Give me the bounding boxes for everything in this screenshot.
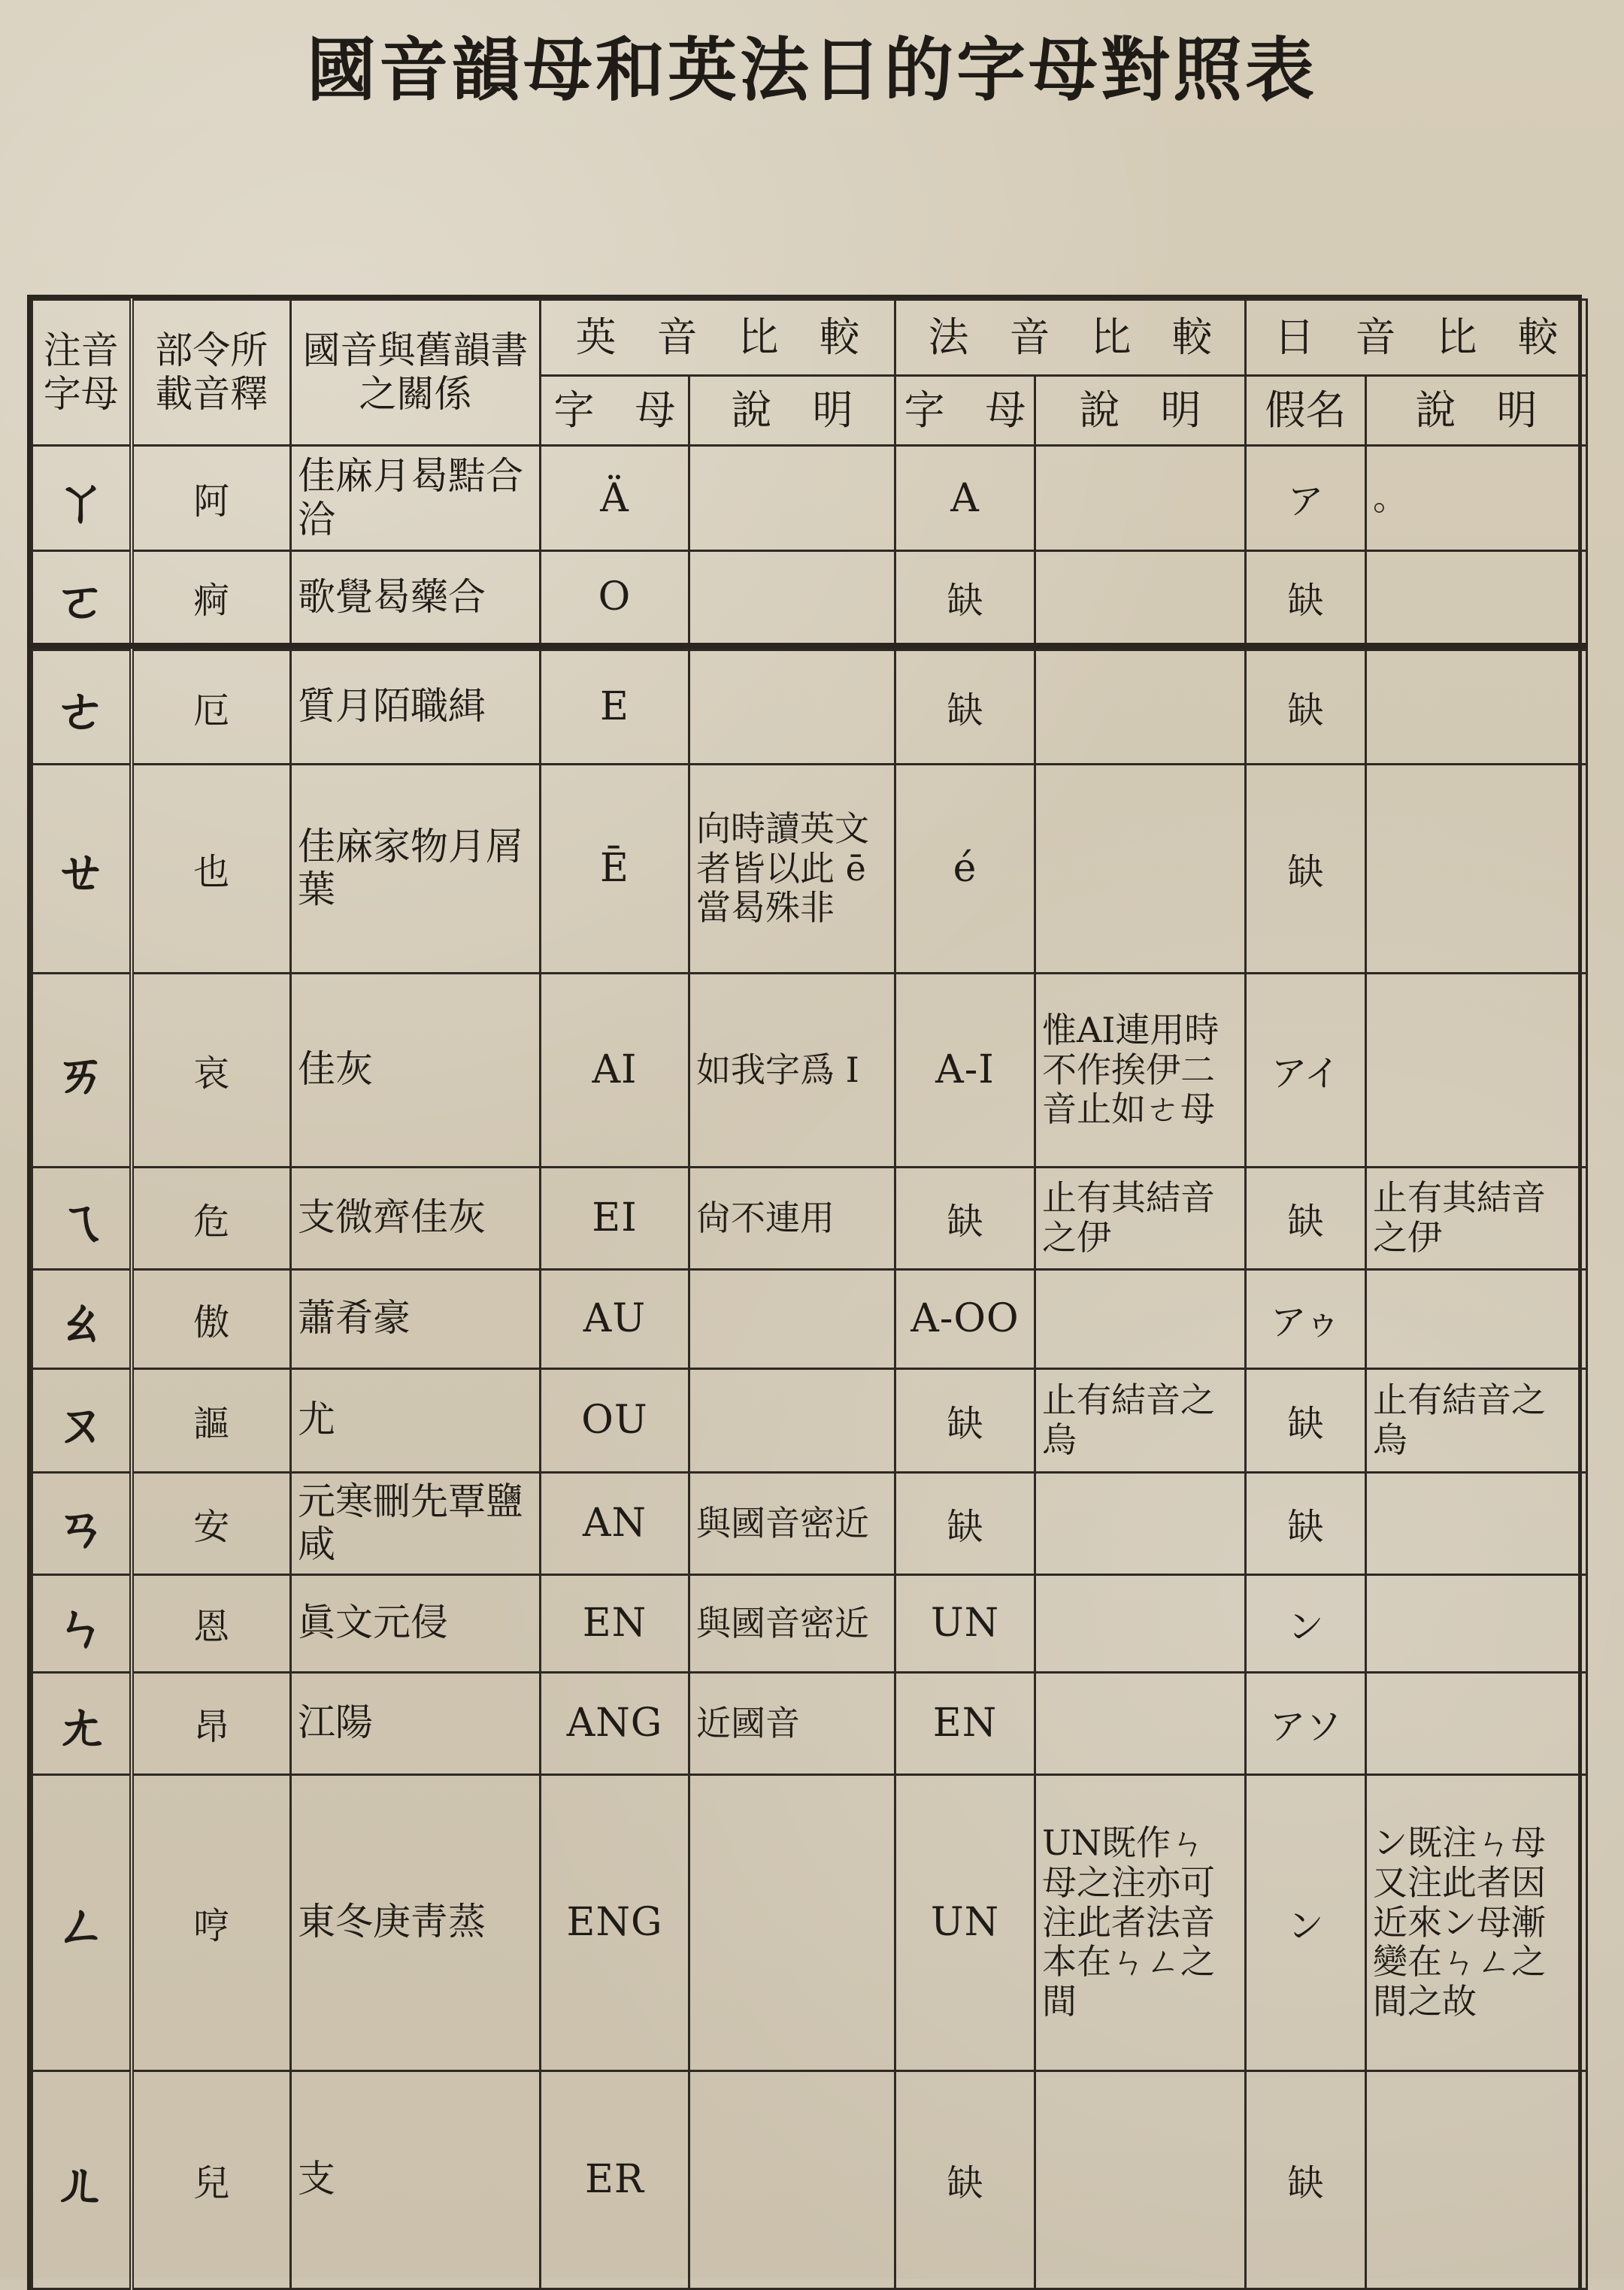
zhuyin-symbol: ㄟ: [32, 1167, 132, 1269]
table-row: [32, 1472, 1587, 1574]
japanese-note: [1366, 551, 1587, 646]
french-letter: A: [895, 446, 1035, 551]
japanese-note: [1366, 1472, 1587, 1574]
table-row: [32, 1368, 1587, 1472]
japanese-note: 止有結音之烏: [1366, 1368, 1587, 1472]
rhyme-relation: 質月陌職緝: [291, 650, 541, 764]
header-english: 英 音 比 較: [541, 300, 895, 376]
english-letter: AU: [541, 1269, 689, 1368]
table-row: [32, 650, 1587, 764]
zhuyin-symbol: ㄞ: [32, 973, 132, 1167]
comparison-table-wrap: [27, 295, 1582, 2290]
french-letter: A-OO: [895, 1269, 1035, 1368]
french-note: 止有其結音之伊: [1035, 1167, 1246, 1269]
table-row: [32, 1167, 1587, 1269]
french-note: [1035, 1472, 1246, 1574]
zhuyin-symbol: ㄦ: [32, 2070, 132, 2288]
japanese-note: 止有其結音之伊: [1366, 1167, 1587, 1269]
japanese-note: [1366, 1269, 1587, 1368]
french-letter: UN: [895, 1574, 1035, 1672]
table-row: [32, 973, 1587, 1167]
french-note: 惟AI連用時不作挨伊二音止如ㄜ母: [1035, 973, 1246, 1167]
phonetic-character: 哼: [132, 1774, 291, 2070]
table-row: [32, 764, 1587, 973]
french-note: [1035, 650, 1246, 764]
zhuyin-symbol: ㄢ: [32, 1472, 132, 1574]
table-row: [32, 1774, 1587, 2070]
french-letter: 缺: [895, 1472, 1035, 1574]
japanese-kana: ア: [1246, 446, 1366, 551]
rhyme-relation: 支: [291, 2070, 541, 2288]
french-letter: 缺: [895, 1167, 1035, 1269]
phonetic-character: 兒: [132, 2070, 291, 2288]
japanese-kana: 缺: [1246, 1167, 1366, 1269]
english-note: 尙不連用: [689, 1167, 895, 1269]
japanese-note: ン既注ㄣ母又注此者因近來ン母漸變在ㄣㄥ之間之故: [1366, 1774, 1587, 2070]
phonetic-character: 厄: [132, 650, 291, 764]
comparison-table: [31, 298, 1588, 2290]
english-letter: O: [541, 551, 689, 646]
english-letter: ER: [541, 2070, 689, 2288]
english-letter: OU: [541, 1368, 689, 1472]
phonetic-character: 痾: [132, 551, 291, 646]
header-zhuyin: 注音字母: [32, 300, 132, 446]
rhyme-relation: 眞文元侵: [291, 1574, 541, 1672]
header-buling: 部令所載音釋: [132, 300, 291, 446]
header-french-letter: 字 母: [895, 376, 1035, 446]
french-note: [1035, 1672, 1246, 1774]
header-english-letter: 字 母: [541, 376, 689, 446]
phonetic-character: 危: [132, 1167, 291, 1269]
header-row-top: [32, 300, 1587, 376]
rhyme-relation: 江陽: [291, 1672, 541, 1774]
header-english-explain: 說 明: [689, 376, 895, 446]
zhuyin-symbol: ㄛ: [32, 551, 132, 646]
table-row: [32, 446, 1587, 551]
french-note: [1035, 551, 1246, 646]
header-french-explain: 說 明: [1035, 376, 1246, 446]
zhuyin-symbol: ㄝ: [32, 764, 132, 973]
english-letter: E: [541, 650, 689, 764]
japanese-kana: アイ: [1246, 973, 1366, 1167]
header-japanese-explain: 說 明: [1366, 376, 1587, 446]
zhuyin-symbol: ㄤ: [32, 1672, 132, 1774]
english-letter: Ä: [541, 446, 689, 551]
zhuyin-symbol: ㄣ: [32, 1574, 132, 1672]
table-row: [32, 1269, 1587, 1368]
french-note: UN既作ㄣ母之注亦可注此者法音本在ㄣㄥ之間: [1035, 1774, 1246, 2070]
french-letter: 缺: [895, 2070, 1035, 2288]
japanese-kana: 缺: [1246, 1472, 1366, 1574]
japanese-kana: アゥ: [1246, 1269, 1366, 1368]
english-note: [689, 2070, 895, 2288]
english-letter: Ē: [541, 764, 689, 973]
french-note: 止有結音之烏: [1035, 1368, 1246, 1472]
japanese-kana: 缺: [1246, 764, 1366, 973]
header-french: 法 音 比 較: [895, 300, 1246, 376]
japanese-kana: 缺: [1246, 2070, 1366, 2288]
rhyme-relation: 元寒刪先覃鹽咸: [291, 1472, 541, 1574]
french-letter: 缺: [895, 650, 1035, 764]
phonetic-character: 也: [132, 764, 291, 973]
english-letter: AI: [541, 973, 689, 1167]
rhyme-relation: 尤: [291, 1368, 541, 1472]
rhyme-relation: 支微齊佳灰: [291, 1167, 541, 1269]
phonetic-character: 哀: [132, 973, 291, 1167]
french-note: [1035, 2070, 1246, 2288]
japanese-note: 。: [1366, 446, 1587, 551]
english-note: 近國音: [689, 1672, 895, 1774]
japanese-note: [1366, 764, 1587, 973]
english-note: [689, 650, 895, 764]
japanese-note: [1366, 973, 1587, 1167]
table-row: [32, 1574, 1587, 1672]
french-note: [1035, 764, 1246, 973]
french-note: [1035, 1574, 1246, 1672]
phonetic-character: 恩: [132, 1574, 291, 1672]
header-japanese: 日 音 比 較: [1246, 300, 1587, 376]
french-letter: UN: [895, 1774, 1035, 2070]
rhyme-relation: 蕭肴豪: [291, 1269, 541, 1368]
english-note: 與國音密近: [689, 1574, 895, 1672]
english-note: [689, 1774, 895, 2070]
english-note: 向時讀英文者皆以此 ē 當曷殊非: [689, 764, 895, 973]
zhuyin-symbol: ㄠ: [32, 1269, 132, 1368]
table-row: [32, 1672, 1587, 1774]
rhyme-relation: 佳麻家物月屑葉: [291, 764, 541, 973]
japanese-kana: 缺: [1246, 1368, 1366, 1472]
french-letter: 缺: [895, 551, 1035, 646]
zhuyin-symbol: ㄜ: [32, 650, 132, 764]
english-note: 與國音密近: [689, 1472, 895, 1574]
rhyme-relation: 歌覺曷藥合: [291, 551, 541, 646]
phonetic-character: 安: [132, 1472, 291, 1574]
english-note: [689, 551, 895, 646]
zhuyin-symbol: ㄥ: [32, 1774, 132, 2070]
table-row: [32, 2070, 1587, 2288]
page-title: 國音韻母和英法日的字母對照表: [306, 29, 1317, 111]
phonetic-character: 謳: [132, 1368, 291, 1472]
japanese-note: [1366, 650, 1587, 764]
english-note: 如我字爲 I: [689, 973, 895, 1167]
table-body: [32, 446, 1587, 2289]
french-note: [1035, 446, 1246, 551]
japanese-kana: アソ: [1246, 1672, 1366, 1774]
phonetic-character: 阿: [132, 446, 291, 551]
rhyme-relation: 佳灰: [291, 973, 541, 1167]
zhuyin-symbol: ㄚ: [32, 446, 132, 551]
table-header: [32, 300, 1587, 446]
english-letter: EN: [541, 1574, 689, 1672]
french-letter: é: [895, 764, 1035, 973]
header-guoyin: 國音與舊韻書之關係: [291, 300, 541, 446]
english-note: [689, 1368, 895, 1472]
japanese-note: [1366, 2070, 1587, 2288]
english-letter: EI: [541, 1167, 689, 1269]
zhuyin-symbol: ㄡ: [32, 1368, 132, 1472]
english-note: [689, 1269, 895, 1368]
english-note: [689, 446, 895, 551]
header-japanese-kana: 假名: [1246, 376, 1366, 446]
japanese-note: [1366, 1574, 1587, 1672]
english-letter: AN: [541, 1472, 689, 1574]
table-row: [32, 551, 1587, 646]
rhyme-relation: 佳麻月曷黠合洽: [291, 446, 541, 551]
french-letter: A-I: [895, 973, 1035, 1167]
japanese-note: [1366, 1672, 1587, 1774]
japanese-kana: ン: [1246, 1774, 1366, 2070]
french-letter: 缺: [895, 1368, 1035, 1472]
rhyme-relation: 東冬庚靑蒸: [291, 1774, 541, 2070]
english-letter: ENG: [541, 1774, 689, 2070]
japanese-kana: 缺: [1246, 551, 1366, 646]
french-note: [1035, 1269, 1246, 1368]
phonetic-character: 昂: [132, 1672, 291, 1774]
japanese-kana: 缺: [1246, 650, 1366, 764]
french-letter: EN: [895, 1672, 1035, 1774]
phonetic-character: 傲: [132, 1269, 291, 1368]
japanese-kana: ン: [1246, 1574, 1366, 1672]
english-letter: ANG: [541, 1672, 689, 1774]
